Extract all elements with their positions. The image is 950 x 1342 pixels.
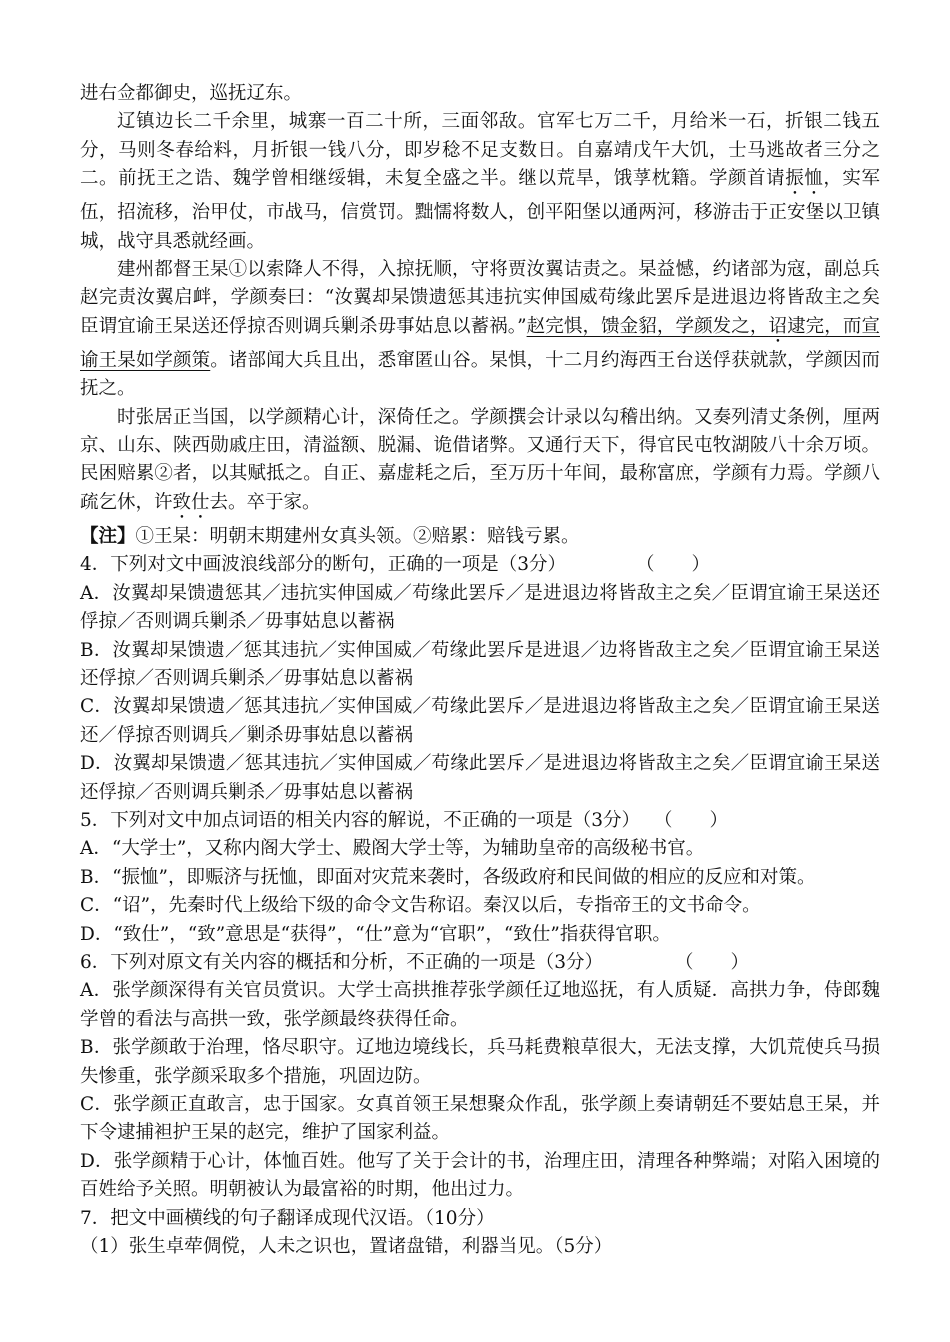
question-5-option-b: B．“振恤”，即赈济与抚恤，即面对灾荒来袭时，各级政府和民间做的相应的反应和对策。 — [80, 866, 816, 888]
question-4-title-text: 4．下列对文中画波浪线部分的断句，正确的一项是（3分） — [80, 554, 567, 576]
question-4-option-d: D．汝翼却杲馈遗／惩其违抗／实伸国威／苟缘此罢斥／是进退边将皆敌主之矣／臣谓宜谕王杲送还俘掠／否则调兵剿杀／毋事姑息以蓄祸 — [80, 753, 880, 803]
passage-paragraph-2 — [80, 256, 880, 404]
question-6-title — [80, 949, 880, 977]
question-4-option-a: A．汝翼却杲馈遗惩其／违抗实伸国威／苟缘此罢斥／是进退边将皆敌主之矣／臣谓宜谕王杲送还俘掠／否则调兵剿杀／毋事姑息以蓄祸 — [80, 582, 880, 633]
underlined-sentence-part-1: 赵完惧，馈金貂，学颜发之， — [526, 315, 769, 337]
passage-p2-text-a: 建州都督王杲①以索降人不得，入掠抚顺，守将贾汝翼诘责之。杲益憾，约诸部为寇，副总兵赵完责汝翼启衅，学颜奏曰：“汝翼却杲馈遗惩其违抗实伸国威苟缘此罢斥是进退边将皆敌主之矣臣谓宜谕王杲送还俘掠否则调兵剿杀毋事姑息以蓄祸。” — [80, 259, 880, 337]
passage-p1-text-b: ，实军伍，招流移，治甲仗，市战马，信赏罚。黜懦将数人，创平阳堡以通两河，移游击于正安堡以卫镇城，战守具悉就经画。 — [80, 168, 880, 252]
question-5-option-a: A．“大学士”，又称内阁大学士、殿阁大学士等，为辅助皇帝的高级秘书官。 — [80, 838, 705, 860]
passage-p3-text-b: 去。卒于家。 — [209, 491, 321, 513]
answer-bracket-4: （ ） — [636, 554, 711, 576]
question-7-title: 7．把文中画横线的句子翻译成现代汉语。（10分） — [80, 1207, 495, 1229]
footnote-text: ①王杲：明朝末期建州女真头领。②赔累：赔钱亏累。 — [135, 525, 580, 547]
question-4-option-b: B．汝翼却杲馈遗／惩其违抗／实伸国威／苟缘此罢斥是进退／边将皆敌主之矣／臣谓宜谕王杲送还俘掠／否则调兵剿杀／毋事姑息以蓄祸 — [80, 639, 880, 689]
underlined-sentence-part-2: 逮完，而宣谕王杲如学颜策 — [80, 315, 880, 371]
exam-page — [80, 80, 880, 1261]
footnote-label: 【注】 — [80, 525, 136, 547]
dotted-term-zhishi: 致仕 — [172, 491, 210, 513]
passage-p1-text-a: 辽镇边长二千余里，城寨一百二十所，三面邻敌。官军七万二千，月给米一石，折银二钱五分，马则冬春给料，月折银一钱八分，即岁稔不足支数日。自嘉靖戊午大饥，士马逃故者三分之二。前抚王之诰、魏学曾相继绥辑，未复全盛之半。继以荒旱，饿莩枕籍。学颜首请 — [80, 111, 880, 190]
question-7-subquestion-1: （1）张生卓荦倜傥，人未之识也，置诸盘错，利器当见。（5分） — [80, 1236, 613, 1258]
dotted-term-zhenxu: 振恤 — [785, 168, 824, 190]
passage-paragraph-3 — [80, 404, 880, 523]
footnote — [80, 523, 880, 551]
question-5-option-c: C．“诏”，先秦时代上级给下级的命令文告称诏。秦汉以后，专指帝王的文书命令。 — [80, 895, 761, 917]
answer-bracket-5: （ ） — [654, 809, 729, 831]
passage-paragraph-1 — [80, 108, 880, 256]
passage-p2-text-c: 。诸部闻大兵且出，悉窜匿山谷。杲惧，十二月约海西王台送俘获就款，学颜因而抚之。 — [80, 349, 880, 400]
question-5-title — [80, 807, 880, 835]
question-6-option-b: B．张学颜敢于治理，恪尽职守。辽地边境线长，兵马耗费粮草很大，无法支撑，大饥荒使兵马损失惨重，张学颜采取多个措施，巩固边防。 — [80, 1037, 880, 1087]
question-6-option-a: A．张学颜深得有关官员赏识。大学士高拱推荐张学颜任辽地巡抚，有人质疑．高拱力争，侍郎魏学曾的看法与高拱一致，张学颜最终获得任命。 — [80, 980, 880, 1030]
question-6-title-text: 6．下列对原文有关内容的概括和分析，不正确的一项是（3分） — [80, 951, 604, 973]
question-6-option-c: C．张学颜正直敢言，忠于国家。女真首领王杲想聚众作乱，张学颜上奏请朝廷不要姑息王杲，并下令逮捕袒护王杲的赵完，维护了国家利益。 — [80, 1094, 880, 1144]
question-5-title-text: 5．下列对文中加点词语的相关内容的解说，不正确的一项是（3分） — [80, 809, 641, 831]
passage-p3-text-a: 时张居正当国，以学颜精心计，深倚任之。学颜撰会计录以勾稽出纳。又奏列清丈条例，厘两京、山东、陕西勋戚庄田，清溢额、脱漏、诡借诸弊。又通行天下，得官民屯牧湖陂八十余万顷。民困赔累②者，以其赋抵之。自正、嘉虚耗之后，至万历十年间，最称富庶，学颜有力焉。学颜八疏乞休，许 — [80, 406, 880, 513]
dotted-term-zhao: 诏 — [768, 315, 788, 337]
question-5-option-d: D．“致仕”，“致”意思是“获得”，“仕”意为“官职”，“致仕”指获得官职。 — [80, 923, 671, 945]
passage-opening-text: 进右佥都御史，巡抚辽东。 — [80, 83, 303, 104]
question-6-option-d: D．张学颜精于心计，体恤百姓。他写了关于会计的书，治理庄田，清理各种弊端；对陷入困境的百姓给予关照。明朝被认为最富裕的时期，他出过力。 — [80, 1150, 880, 1201]
question-4-option-c: C．汝翼却杲馈遗／惩其违抗／实伸国威／苟缘此罢斥／是进退边将皆敌主之矣／臣谓宜谕王杲送还／俘掠否则调兵／剿杀毋事姑息以蓄祸 — [80, 696, 880, 746]
passage-line-opening — [80, 80, 880, 108]
answer-bracket-6: （ ） — [675, 951, 750, 973]
question-4-title — [80, 551, 880, 579]
